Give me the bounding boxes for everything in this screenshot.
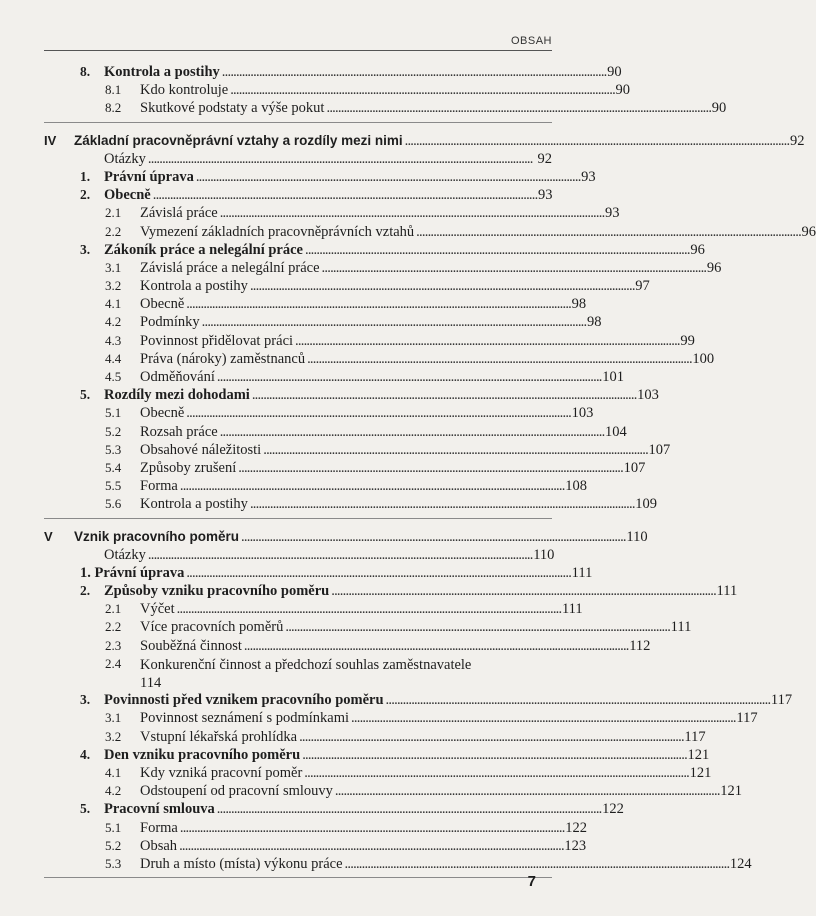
toc-entry-number: 2. [80,583,91,599]
dot-leader [148,151,536,168]
toc-entry [44,528,648,547]
toc-entry-page: 112 [629,637,651,654]
toc-entry-page: 103 [571,405,594,422]
toc-entry [44,692,793,710]
toc-entry [44,278,650,296]
toc-entry [44,205,620,223]
dot-leader [179,838,562,855]
toc-entry-title: Právní úprava [104,168,194,185]
dot-leader [252,387,635,404]
toc-entry-number: 2. [80,187,91,203]
toc-entry-title: Obsah [140,837,178,854]
toc-entry-title: Povinnost seznámení s podmínkami [140,710,350,727]
dot-leader [305,242,688,259]
toc-entry-title: Druh a místo (místa) výkonu práce [140,855,343,872]
toc-entry-title: Kontrola a postihy [140,496,248,513]
toc-entry-title: Závislá práce a nelegální práce [140,259,320,276]
toc-entry-number: 2.1 [105,601,122,617]
dot-leader [322,260,705,277]
toc-entry-page: 107 [623,459,646,476]
dot-leader [244,638,627,655]
toc-entry [44,746,710,765]
toc-entry-page: 123 [564,837,587,854]
toc-entry-title: Povinnost přidělovat práci [140,332,294,349]
toc-entry [44,459,646,478]
toc-section [44,132,816,519]
toc-entry-title: Rozsah práce [140,423,218,440]
dot-leader [220,424,603,441]
toc-entry-page: 122 [602,801,624,818]
toc-entry-page: 124 [729,855,752,872]
dot-leader [304,765,687,782]
toc-entry [44,82,631,100]
toc-entry-page: 96 [801,223,816,240]
toc-entry-title: Otázky [104,546,146,563]
toc-entry-page: 96 [690,241,705,258]
toc-entry-title: Způsoby vzniku pracovního poměru [104,583,330,600]
toc-entry [44,64,622,82]
running-header: OBSAH [510,35,552,47]
toc-entry-page: 100 [692,350,715,367]
toc-entry-number: 4.1 [105,764,122,780]
toc-entry-title: Kontrola a postihy [140,278,248,295]
dot-leader [217,801,600,818]
toc-entry-number: 3. [80,692,91,708]
toc-entry-number: 5. [80,801,91,817]
dot-leader [345,856,728,873]
toc-entry-number: 2.1 [105,205,122,221]
dot-leader [386,692,769,709]
toc-entry-title: Otázky [104,150,146,167]
toc-entry-title: Konkurenční činnost a předchozí souhlas zaměstnavatele [140,656,472,673]
toc-entry-number: 5.5 [105,478,122,494]
toc-entry-number: V [44,528,53,544]
dot-leader [148,547,531,564]
table-of-contents [0,64,816,878]
toc-entry-page: 92 [789,132,805,149]
toc-entry-page: 117 [736,710,758,727]
toc-entry [44,764,712,783]
toc-entry-title: Vznik pracovního poměru [74,528,240,544]
toc-entry-page: 90 [607,64,622,80]
toc-entry-number: 5.2 [105,837,122,853]
toc-entry-title: Pracovní smlouva [104,801,215,818]
toc-entry-title: Vymezení základních pracovněprávních vztahů [140,223,415,240]
toc-entry-title: Způsoby zrušení [140,459,237,476]
toc-entry-number: 4.4 [105,350,122,366]
toc-entry [44,369,624,387]
toc-entry-page: 114 [140,675,162,692]
toc-entry-page: 101 [602,369,624,385]
toc-entry-page: 121 [689,764,712,781]
toc-entry-title: Povinnosti před vznikem pracovního poměru [104,692,384,709]
toc-entry-title: 1. Právní úprava [80,564,185,581]
dot-leader [250,496,633,513]
toc-entry-number: 3.2 [105,278,122,294]
toc-entry-number: 3.1 [105,259,122,275]
toc-entry-number: 5.6 [105,496,122,512]
toc-entry-title: Výčet [140,601,175,618]
toc-entry-number: 8.1 [105,82,122,98]
dot-leader [405,133,788,150]
toc-entry [44,478,587,496]
toc-entry [44,546,555,565]
toc-entry-page: 111 [571,564,593,581]
toc-entry [44,387,659,405]
toc-entry-number: 3.1 [105,710,122,726]
toc-entry [44,819,587,838]
toc-entry [44,801,624,819]
toc-entry-number: 4.2 [105,314,122,330]
toc-entry-number: 3. [80,241,91,257]
toc-entry [44,583,738,601]
toc-entry-page: 121 [720,783,742,800]
toc-entry [44,151,552,169]
toc-entry [44,619,692,637]
dot-leader [299,729,682,746]
toc-entry-page: 117 [684,728,706,745]
toc-entry-number: 4.2 [105,783,122,799]
dot-leader [186,296,569,313]
toc-entry-page: 122 [565,819,587,836]
toc-entry-title: Forma [140,819,178,836]
page-number: 7 [527,873,536,890]
dot-leader [285,619,668,636]
toc-entry-title: Souběžná činnost [140,637,242,654]
toc-entry-number: 4.1 [105,296,122,312]
dot-leader [263,442,646,459]
toc-entry [44,656,552,692]
dot-leader [186,565,569,582]
toc-entry-number: 4. [80,746,91,762]
dot-leader [241,529,624,546]
toc-entry-number: 5.1 [105,819,122,835]
toc-entry [44,855,752,874]
toc-entry [44,296,587,314]
toc-entry-title: Kdy vzniká pracovní poměr [140,764,303,781]
toc-entry-title: Kdo kontroluje [140,82,229,99]
toc-entry-number: 2.2 [105,223,122,239]
toc-entry-page: 110 [626,528,648,545]
toc-entry-number: 5.4 [105,459,122,475]
toc-entry [44,710,758,728]
toc-entry [44,241,705,260]
toc-entry-page: 110 [533,546,555,563]
toc-entry-title: Obecně [104,187,151,204]
dot-leader [180,820,563,837]
toc-entry [44,132,805,151]
toc-entry-page: 117 [770,692,793,709]
toc-entry-title: Odměňování [140,369,215,385]
dot-leader [180,478,563,495]
toc-entry [44,441,671,460]
toc-entry-page: 103 [637,387,659,404]
toc-entry-title: Obecně [140,405,185,422]
dot-leader [222,64,605,81]
toc-entry-number: 5.3 [105,855,122,871]
toc-entry-number: 2.2 [105,619,122,635]
dot-leader [177,601,560,618]
toc-entry-number: 8.2 [105,100,122,116]
toc-entry-page: 93 [581,168,596,185]
toc-entry-page: 108 [565,478,587,495]
toc-entry-page: 90 [615,82,631,99]
toc-entry-number: 5.2 [105,423,122,439]
toc-entry [44,601,583,619]
toc-section [44,64,727,123]
toc-entry-number: IV [44,132,57,148]
dot-leader [220,205,603,222]
toc-entry [44,259,722,278]
toc-entry [44,423,627,442]
toc-entry-number: 8. [80,64,91,79]
toc-entry-number: 5.3 [105,441,122,457]
toc-entry-page: 111 [561,601,583,618]
toc-entry-number: 1. [80,168,91,184]
toc-entry [44,168,596,187]
toc-entry-page: 111 [716,583,738,600]
toc-entry [44,837,587,856]
dot-leader [230,82,613,99]
toc-section [44,528,793,879]
toc-entry-number: 5. [80,387,91,403]
toc-entry-page: 107 [648,441,671,458]
toc-entry-number: 5.1 [105,405,122,421]
toc-entry-title: Skutkové podstaty a výše pokut [140,100,325,117]
header-rule [44,50,552,51]
toc-entry-page: 109 [635,496,658,513]
toc-entry-title: Vstupní lékařská prohlídka [140,728,298,745]
toc-entry-page: 104 [605,423,627,440]
toc-entry [44,100,727,118]
toc-entry [44,350,715,369]
toc-entry-number: 2.4 [105,655,122,671]
toc-entry-page: 93 [538,187,553,204]
dot-leader [416,224,799,241]
dot-leader [196,169,579,186]
toc-entry-title: Kontrola a postihy [104,64,220,80]
dot-leader [250,278,633,295]
toc-entry-title: Závislá práce [140,205,218,222]
toc-entry-number: 2.3 [105,637,122,653]
dot-leader [186,405,569,422]
dot-leader [351,710,734,727]
toc-entry-title: Rozdíly mezi dohodami [104,387,250,404]
toc-entry-page: 98 [571,296,587,313]
toc-entry [44,314,602,332]
dot-leader [335,783,718,800]
toc-entry-title: Odstoupení od pracovní smlouvy [140,783,333,800]
toc-entry-number: 3.2 [105,728,122,744]
toc-entry-page: 99 [680,332,695,349]
toc-entry-page: 121 [687,746,710,763]
dot-leader [202,314,585,331]
toc-entry-title: Zákoník práce a nelegální práce [104,241,303,258]
toc-entry-page: 93 [605,205,620,222]
toc-entry [44,223,816,242]
toc-entry-number: 4.5 [105,369,122,384]
toc-entry [44,187,552,205]
toc-entry-page: 90 [711,100,727,117]
toc-entry [44,783,742,801]
toc-entry-page: 97 [635,278,650,295]
toc-entry-page: 92 [537,150,552,167]
toc-entry [44,637,651,656]
dot-leader [326,100,709,117]
dot-leader [302,747,685,764]
dot-leader [238,460,621,477]
toc-entry-page: 111 [670,619,692,636]
toc-entry-title: Obsahové náležitosti [140,441,262,458]
toc-entry [44,332,695,351]
toc-entry-title: Více pracovních poměrů [140,619,284,636]
toc-entry-number: 4.3 [105,332,122,348]
dot-leader [217,369,600,386]
toc-entry-page: 98 [586,314,602,331]
toc-entry-title: Den vzniku pracovního poměru [104,746,301,763]
toc-entry [44,496,658,514]
dot-leader [331,583,714,600]
toc-entry-title: Forma [140,478,178,495]
dot-leader [153,187,536,204]
toc-entry-title: Podmínky [140,314,200,331]
dot-leader [307,351,690,368]
toc-entry [44,564,593,583]
toc-entry [44,728,706,747]
toc-entry-title: Základní pracovněprávní vztahy a rozdíly mezi nimi [74,132,403,148]
toc-entry-title: Práva (nároky) zaměstnanců [140,350,306,367]
dot-leader [295,333,678,350]
toc-entry-page: 96 [706,259,722,276]
toc-entry [44,405,594,423]
toc-entry-title: Obecně [140,296,185,313]
